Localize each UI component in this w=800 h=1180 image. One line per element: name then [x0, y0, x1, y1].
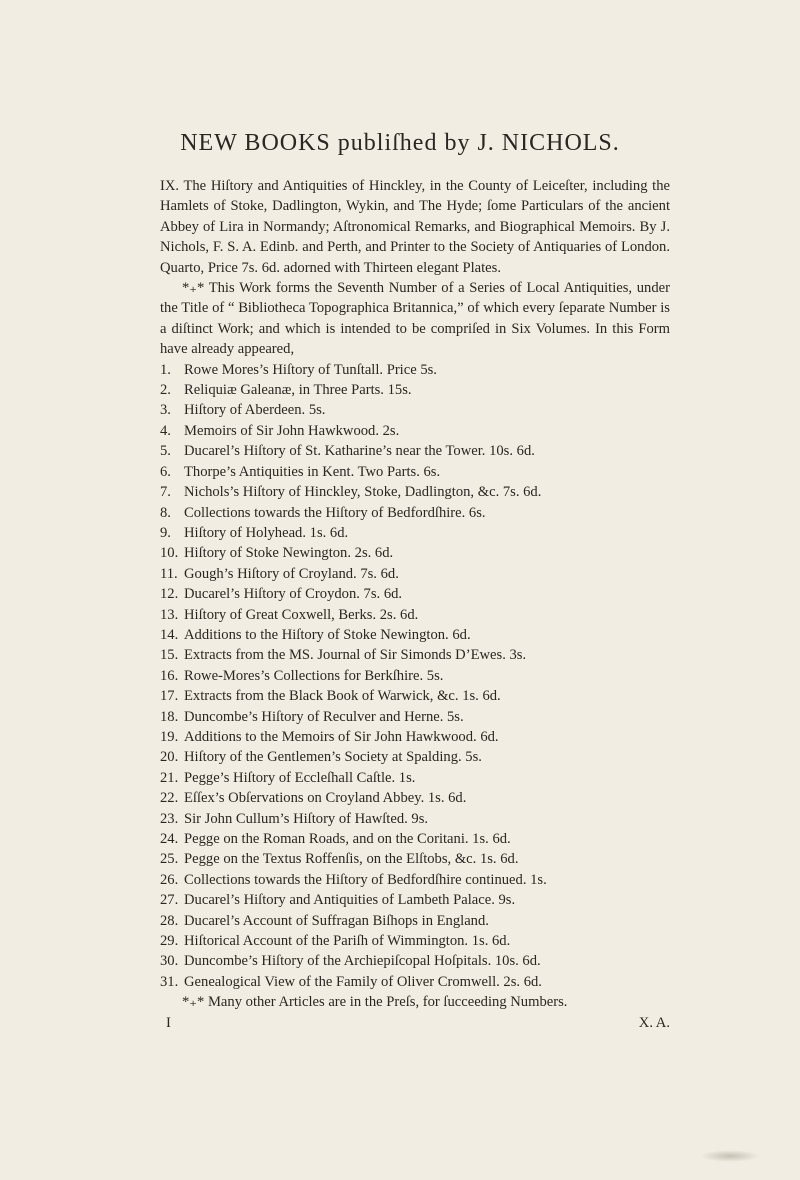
numbers-list: [160, 360, 670, 993]
list-item-number: 28.: [160, 912, 179, 929]
list-item-number: 13.: [160, 606, 179, 623]
list-item-number: 17.: [160, 688, 179, 705]
list-item-number: 10.: [160, 545, 179, 562]
closing-note: *₊* Many other Articles are in the Preſs, for ſucceeding Numbers.: [182, 994, 568, 1011]
list-item: [160, 523, 670, 543]
list-item-text: Extracts from the Black Book of Warwick, &c. 1s. 6d.: [184, 688, 501, 705]
list-item-text: Hiſtory of Stoke Newington. 2s. 6d.: [184, 545, 394, 562]
list-item-text: Hiſtory of Great Coxwell, Berks. 2s. 6d.: [184, 606, 419, 623]
list-item: [160, 584, 670, 604]
list-item: [160, 951, 670, 971]
signature-left: I: [166, 1014, 171, 1031]
list-item-text: Hiſtorical Account of the Pariſh of Wimmington. 1s. 6d.: [184, 933, 511, 950]
list-item: [160, 870, 670, 890]
page-heading: NEW BOOKS publiſhed by J. NICHOLS.: [180, 130, 620, 156]
list-item-text: Ducarel’s Account of Suffragan Biſhops in England.: [184, 912, 489, 929]
list-item-number: 23.: [160, 810, 179, 827]
entry-text: The Hiſtory and Antiquities of Hinckley, in the County of Leiceſter, including the Hamlets of Stoke, Dadlington, Wykin, and The Hyde; ſome Particulars of the ancient Abbey of Lira in Normandy; Aſtronomical Remarks, and Biographical Memoirs. By J. Nichols, F. S. A. Edinb. and Perth, and Printer to the Society of Antiquaries of London. Quarto, Price 7s. 6d. adorned with Thirteen elegant Plates.: [160, 178, 670, 276]
list-item-number: 21.: [160, 769, 179, 786]
list-item: [160, 768, 670, 788]
list-item-number: 29.: [160, 933, 179, 950]
list-item: [160, 625, 670, 645]
list-item-text: Duncombe’s Hiſtory of the Archiepiſcopal Hoſpitals. 10s. 6d.: [184, 953, 541, 970]
list-item-number: 15.: [160, 647, 179, 664]
list-item-text: Pegge on the Textus Roffenſis, on the Elſtobs, &c. 1s. 6d.: [184, 851, 519, 868]
list-item-number: 30.: [160, 953, 179, 970]
list-item: [160, 788, 670, 808]
paper-stain: [700, 1150, 760, 1162]
list-item-text: Hiſtory of the Gentlemen’s Society at Spalding. 5s.: [184, 749, 482, 766]
list-item-text: Hiſtory of Aberdeen. 5s.: [184, 402, 326, 419]
list-item-number: 4.: [160, 422, 171, 439]
list-item-text: Duncombe’s Hiſtory of Reculver and Herne. 5s.: [184, 708, 464, 725]
entry-paragraph: [160, 176, 670, 278]
list-item-number: 7.: [160, 484, 171, 501]
list-item-text: Additions to the Hiſtory of Stoke Newington. 6d.: [184, 626, 471, 643]
list-item: [160, 564, 670, 584]
list-item: [160, 972, 670, 992]
list-item-number: 19.: [160, 728, 179, 745]
list-item: [160, 400, 670, 420]
list-item-text: Genealogical View of the Family of Oliver Cromwell. 2s. 6d.: [184, 973, 542, 990]
list-item: [160, 890, 670, 910]
list-item: [160, 911, 670, 931]
list-item-text: Additions to the Memoirs of Sir John Hawkwood. 6d.: [184, 728, 499, 745]
list-item: [160, 809, 670, 829]
list-item-text: Extracts from the MS. Journal of Sir Simonds D’Ewes. 3s.: [184, 647, 527, 664]
list-item: [160, 747, 670, 767]
list-item: [160, 829, 670, 849]
list-item-number: 9.: [160, 524, 171, 541]
list-item-text: Collections towards the Hiſtory of Bedfordſhire continued. 1s.: [184, 871, 547, 888]
list-item-number: 16.: [160, 667, 179, 684]
list-item-number: 14.: [160, 626, 179, 643]
list-item-number: 6.: [160, 463, 171, 480]
list-item-number: 11.: [160, 565, 178, 582]
list-item-text: Memoirs of Sir John Hawkwood. 2s.: [184, 422, 400, 439]
list-item: [160, 645, 670, 665]
list-item-text: Ducarel’s Hiſtory of Croydon. 7s. 6d.: [184, 586, 403, 603]
list-item-text: Collections towards the Hiſtory of Bedfordſhire. 6s.: [184, 504, 486, 521]
list-item: [160, 707, 670, 727]
list-item-text: Eſſex’s Obſervations on Croyland Abbey. 1s. 6d.: [184, 790, 467, 807]
list-item-text: Hiſtory of Holyhead. 1s. 6d.: [184, 524, 349, 541]
list-item: [160, 441, 670, 461]
list-item: [160, 380, 670, 400]
list-item-number: 8.: [160, 504, 171, 521]
list-item-text: Ducarel’s Hiſtory and Antiquities of Lambeth Palace. 9s.: [184, 892, 516, 909]
list-item-text: Gough’s Hiſtory of Croyland. 7s. 6d.: [184, 565, 399, 582]
list-item-text: Pegge’s Hiſtory of Eccleſhall Caſtle. 1s.: [184, 769, 416, 786]
list-item: [160, 666, 670, 686]
list-item: [160, 727, 670, 747]
list-item-text: Ducarel’s Hiſtory of St. Katharine’s near the Tower. 10s. 6d.: [184, 443, 535, 460]
list-item: [160, 360, 670, 380]
list-item-number: 2.: [160, 382, 171, 399]
list-item-number: 24.: [160, 831, 179, 847]
list-item: [160, 462, 670, 482]
entry-number: IX.: [160, 178, 180, 194]
list-item-number: 20.: [160, 749, 179, 766]
list-item-text: Reliquiæ Galeanæ, in Three Parts. 15s.: [184, 382, 412, 399]
list-item: [160, 849, 670, 869]
list-item-number: 18.: [160, 708, 179, 725]
list-item-number: 5.: [160, 443, 171, 460]
list-item-text: Sir John Cullum’s Hiſtory of Hawſted. 9s.: [184, 810, 429, 827]
list-item-number: 25.: [160, 851, 179, 868]
list-item-number: 31.: [160, 973, 179, 990]
list-item-number: 27.: [160, 892, 179, 909]
list-item-text: Rowe-Mores’s Collections for Berkſhire. 5s.: [184, 667, 444, 684]
list-item-text: Thorpe’s Antiquities in Kent. Two Parts. 6s.: [184, 463, 441, 480]
list-item-number: 22.: [160, 790, 179, 807]
list-item: [160, 605, 670, 625]
list-item-number: 3.: [160, 402, 171, 419]
signature-line: [160, 1013, 670, 1033]
list-item: [160, 931, 670, 951]
page-body: [160, 176, 670, 1033]
list-item-number: 12.: [160, 586, 179, 603]
list-item-text: Nichols’s Hiſtory of Hinckley, Stoke, Dadlington, &c. 7s. 6d.: [184, 484, 542, 501]
series-note: *₊* This Work forms the Seventh Number of a Series of Local Antiquities, under the Title of “ Bibliotheca Topographica Britannica,” of which every ſeparate Number is a diſtinct Work; and which is intended to be compriſed in Six Volumes. In this Form have already appeared,: [160, 280, 670, 358]
signature-right: X. A.: [638, 1014, 670, 1031]
list-item-text: Rowe Mores’s Hiſtory of Tunſtall. Price 5s.: [184, 361, 437, 378]
list-item: [160, 503, 670, 523]
list-item-number: 1.: [160, 361, 171, 378]
list-item: [160, 686, 670, 706]
list-item: [160, 482, 670, 502]
list-item-number: 26.: [160, 871, 179, 888]
list-item: [160, 543, 670, 563]
list-item-text: Pegge on the Roman Roads, and on the Coritani. 1s. 6d.: [184, 831, 511, 847]
list-item: [160, 421, 670, 441]
